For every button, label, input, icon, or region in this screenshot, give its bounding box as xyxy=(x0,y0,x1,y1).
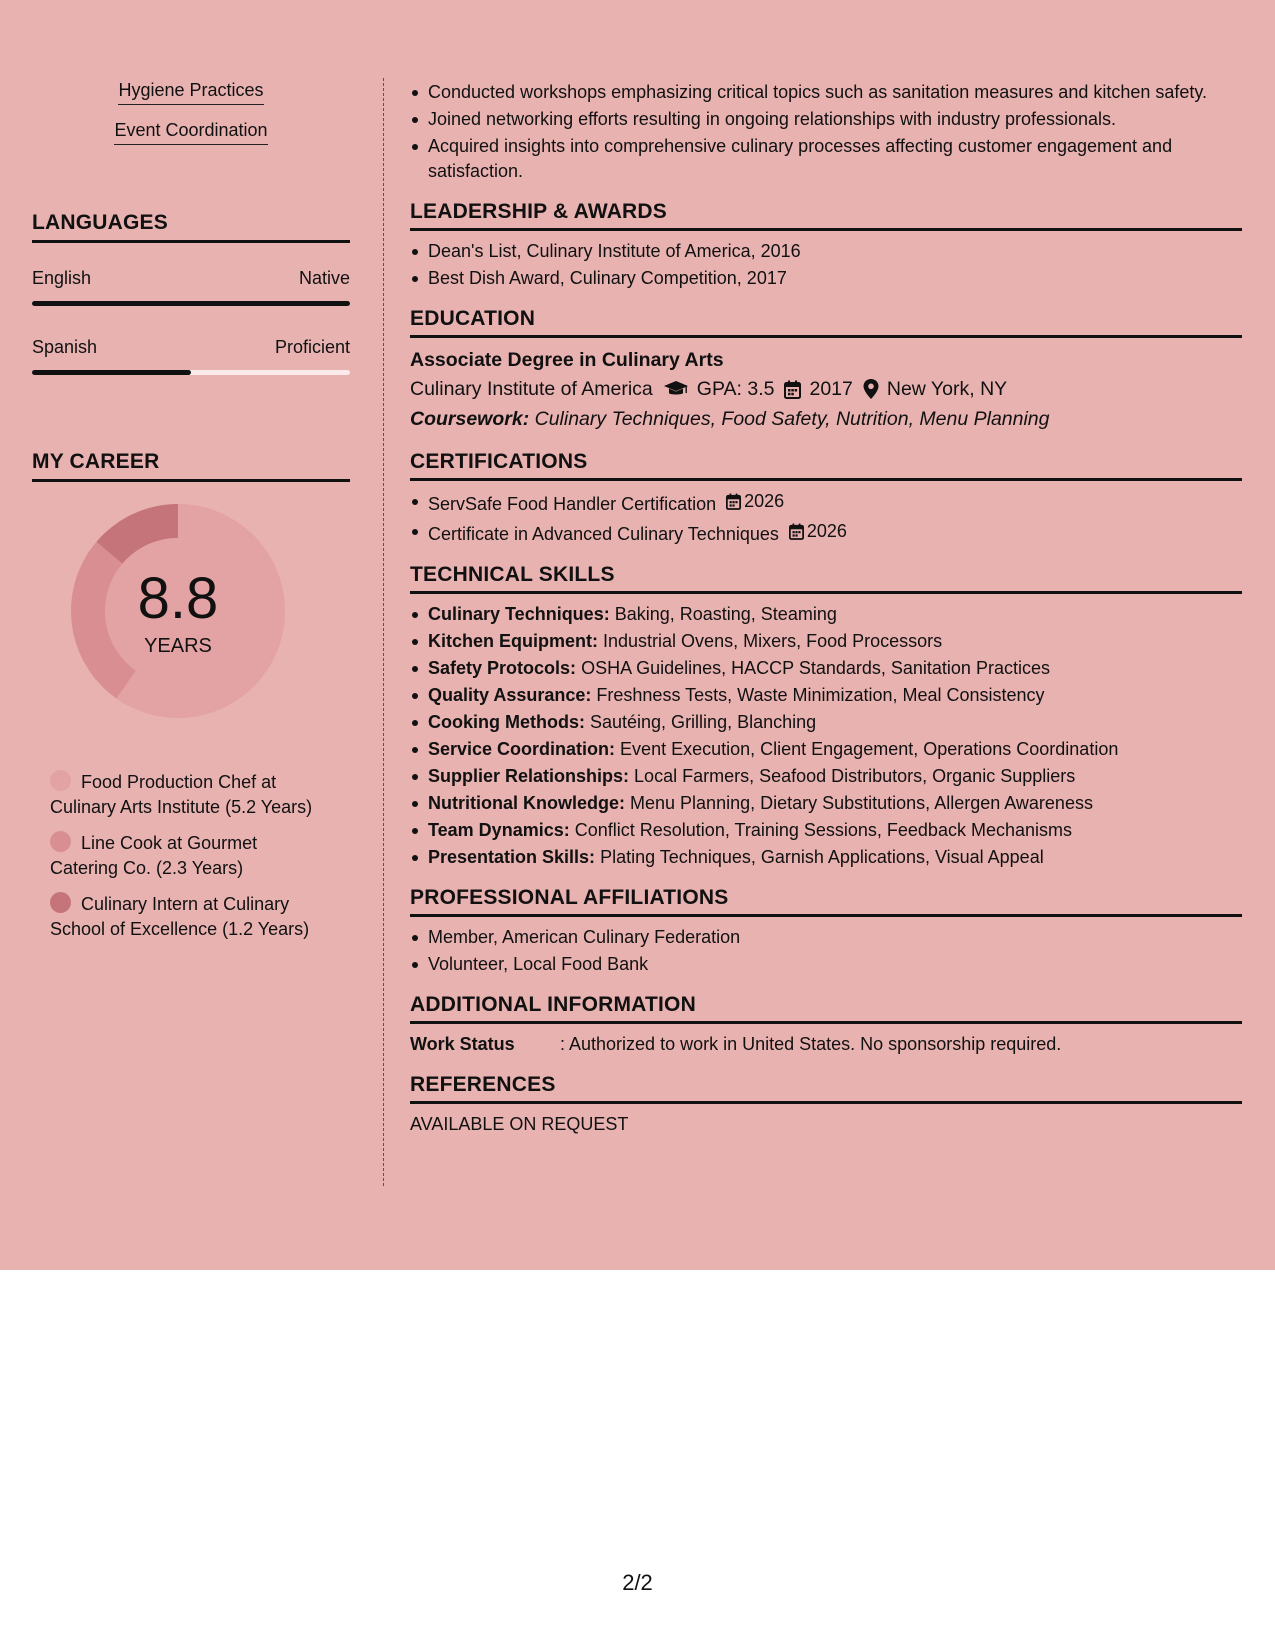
coursework-value: Culinary Techniques, Food Safety, Nutrition, Menu Planning xyxy=(534,408,1050,430)
technical-skill-item xyxy=(410,683,1242,708)
leadership-heading: LEADERSHIP & AWARDS xyxy=(410,200,1242,231)
career-heading: MY CAREER xyxy=(32,450,350,482)
education-school: Culinary Institute of America xyxy=(410,378,653,400)
skill-value: Event Execution, Client Engagement, Operations Coordination xyxy=(620,739,1119,759)
skill-label: Quality Assurance: xyxy=(428,685,592,705)
languages-heading: LANGUAGES xyxy=(32,211,350,243)
certification-year: 2026 xyxy=(744,491,785,511)
legend-label: Line Cook at Gourmet Catering Co. (2.3 Years) xyxy=(50,833,258,878)
right-column xyxy=(410,80,1242,1137)
legend-item xyxy=(50,892,330,942)
graduation-cap-icon xyxy=(663,380,689,398)
calendar-icon xyxy=(789,523,804,540)
legend-dot xyxy=(50,831,71,852)
technical-skill-item xyxy=(410,845,1242,870)
skill-value: Local Farmers, Seafood Distributors, Organic Suppliers xyxy=(634,766,1076,786)
skill-tag: Hygiene Practices xyxy=(118,80,263,105)
skill-label: Team Dynamics: xyxy=(428,820,570,840)
skill-value: Sautéing, Grilling, Blanching xyxy=(590,712,817,732)
education-year: 2017 xyxy=(809,378,853,400)
skill-label: Culinary Techniques: xyxy=(428,604,610,624)
legend-item xyxy=(50,831,330,881)
technical-skill-item xyxy=(410,764,1242,789)
location-pin-icon xyxy=(863,379,879,399)
education-coursework xyxy=(410,404,1242,434)
donut-center xyxy=(65,498,291,724)
technical-skills-heading: TECHNICAL SKILLS xyxy=(410,563,1242,594)
education-location: New York, NY xyxy=(886,378,1008,400)
language-level: Native xyxy=(298,268,350,288)
language-row xyxy=(32,268,350,289)
certifications-heading: CERTIFICATIONS xyxy=(410,450,1242,481)
experience-bullets xyxy=(410,80,1242,184)
skill-value: Freshness Tests, Waste Minimization, Meal Consistency xyxy=(596,685,1045,705)
left-column xyxy=(32,80,350,939)
education-details xyxy=(410,374,1242,404)
language-proficiency-bar xyxy=(32,301,350,306)
experience-bullet: Conducted workshops emphasizing critical topics such as sanitation measures and kitchen safety. xyxy=(410,80,1242,105)
page-number: 2/2 xyxy=(622,1570,653,1595)
skill-value: Baking, Roasting, Steaming xyxy=(614,604,837,624)
skill-label: Safety Protocols: xyxy=(428,658,577,678)
technical-skill-item xyxy=(410,737,1242,762)
column-divider xyxy=(383,78,384,1186)
calendar-icon xyxy=(784,380,801,399)
skill-label: Presentation Skills: xyxy=(428,847,596,867)
references-text: AVAILABLE ON REQUEST xyxy=(410,1114,629,1134)
award-item: Dean's List, Culinary Institute of America, 2016 xyxy=(410,239,1242,264)
skill-label: Kitchen Equipment: xyxy=(428,631,598,651)
career-legend xyxy=(50,770,330,953)
career-total-unit: YEARS xyxy=(144,635,212,657)
skill-value: Plating Techniques, Garnish Applications, Visual Appeal xyxy=(600,847,1044,867)
technical-skill-item xyxy=(410,818,1242,843)
language-row xyxy=(32,337,350,358)
language-name: English xyxy=(32,268,92,288)
skill-label: Cooking Methods: xyxy=(428,712,585,732)
award-item: Best Dish Award, Culinary Competition, 2017 xyxy=(410,266,1242,291)
coursework-label: Coursework: xyxy=(410,408,530,430)
experience-bullet: Joined networking efforts resulting in ongoing relationships with industry professionals. xyxy=(410,107,1242,132)
language-level: Proficient xyxy=(274,337,350,357)
work-status-value: : Authorized to work in United States. No sponsorship required. xyxy=(560,1034,1062,1054)
calendar-icon xyxy=(726,493,741,510)
affiliations-list xyxy=(410,925,1242,977)
languages-section xyxy=(32,211,350,375)
technical-skill-item xyxy=(410,629,1242,654)
certification-name: ServSafe Food Handler Certification xyxy=(428,494,717,514)
education-heading: EDUCATION xyxy=(410,307,1242,338)
career-section xyxy=(32,450,350,939)
technical-skill-item xyxy=(410,602,1242,627)
technical-skill-item xyxy=(410,791,1242,816)
work-status-row xyxy=(410,1032,1242,1057)
certifications-list xyxy=(410,489,1242,547)
language-proficiency-fill xyxy=(32,301,350,306)
technical-skill-item xyxy=(410,656,1242,681)
legend-item xyxy=(50,770,330,820)
legend-label: Culinary Intern at Culinary School of Excellence (1.2 Years) xyxy=(50,894,310,939)
skill-value: OSHA Guidelines, HACCP Standards, Sanitation Practices xyxy=(581,658,1050,678)
skill-value: Industrial Ovens, Mixers, Food Processors xyxy=(603,631,943,651)
skill-label: Service Coordination: xyxy=(428,739,616,759)
certification-year: 2026 xyxy=(806,521,847,541)
skill-tags xyxy=(32,80,350,160)
legend-dot xyxy=(50,770,71,791)
affiliation-item: Member, American Culinary Federation xyxy=(410,925,1242,950)
certification-item xyxy=(410,519,1242,547)
leadership-list xyxy=(410,239,1242,291)
technical-skills-list xyxy=(410,602,1242,870)
certification-item xyxy=(410,489,1242,517)
certification-name: Certificate in Advanced Culinary Techniques xyxy=(428,524,779,544)
work-status-label: Work Status xyxy=(410,1034,515,1054)
legend-dot xyxy=(50,892,71,913)
skill-value: Conflict Resolution, Training Sessions, Feedback Mechanisms xyxy=(574,820,1072,840)
legend-label: Food Production Chef at Culinary Arts Institute (5.2 Years) xyxy=(50,772,313,817)
language-proficiency-bar xyxy=(32,370,350,375)
affiliations-heading: PROFESSIONAL AFFILIATIONS xyxy=(410,886,1242,917)
language-name: Spanish xyxy=(32,337,98,357)
additional-info-heading: ADDITIONAL INFORMATION xyxy=(410,993,1242,1024)
career-total-years: 8.8 xyxy=(137,566,219,631)
education-degree: Associate Degree in Culinary Arts xyxy=(410,349,724,371)
education-gpa: GPA: 3.5 xyxy=(696,378,775,400)
references-heading: REFERENCES xyxy=(410,1073,1242,1104)
skill-label: Supplier Relationships: xyxy=(428,766,630,786)
skill-label: Nutritional Knowledge: xyxy=(428,793,625,813)
skill-tag: Event Coordination xyxy=(114,120,267,145)
language-proficiency-fill xyxy=(32,370,191,375)
experience-bullet: Acquired insights into comprehensive culinary processes affecting customer engagement and satisfaction. xyxy=(410,134,1242,184)
technical-skill-item xyxy=(410,710,1242,735)
skill-value: Menu Planning, Dietary Substitutions, Allergen Awareness xyxy=(630,793,1093,813)
affiliation-item: Volunteer, Local Food Bank xyxy=(410,952,1242,977)
